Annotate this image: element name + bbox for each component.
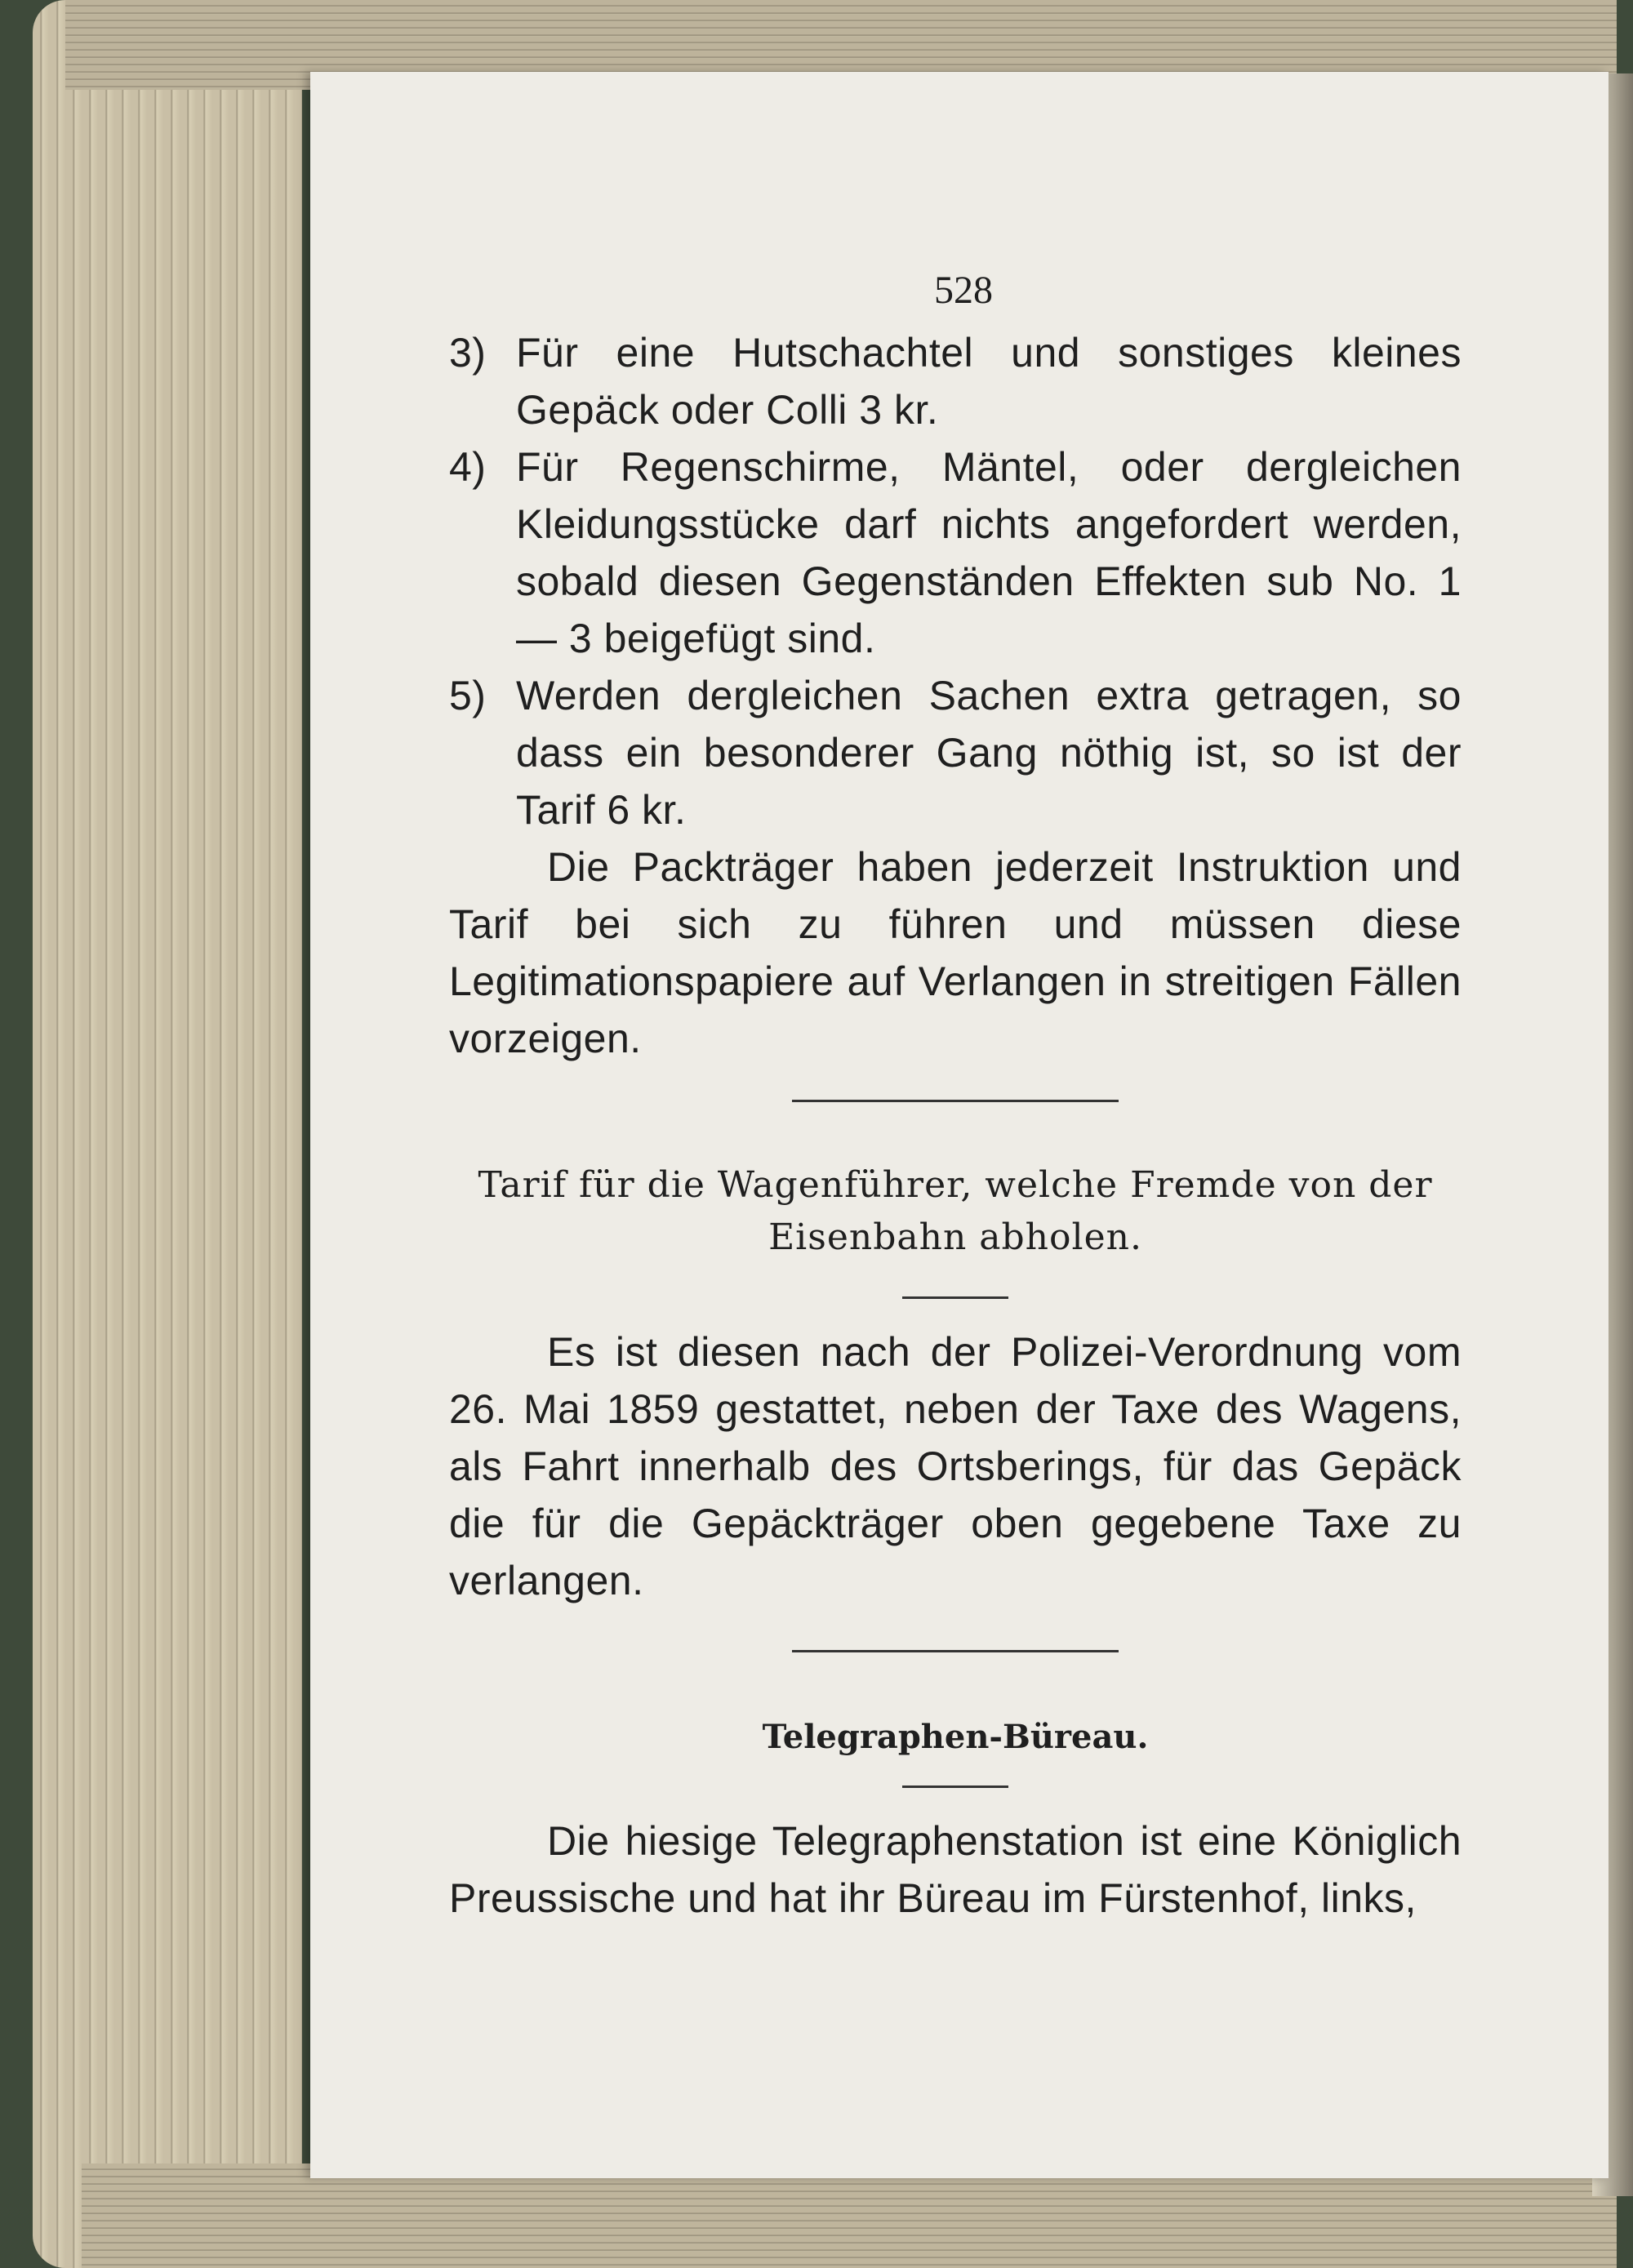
- item-text: Werden dergleichen Sachen extra getragen, so dass ein besonderer Gang nöthig ist, so ist der Tarif 6 kr.: [516, 673, 1462, 833]
- item-text: Für eine Hutschachtel und sonstiges kleines Gepäck oder Colli 3 kr.: [516, 330, 1462, 433]
- tarif-body: [449, 1323, 1462, 1609]
- page-number: 528: [934, 269, 993, 312]
- item-text: Für Regenschirme, Mäntel, oder dergleichen Kleidungsstücke darf nichts angefordert werden, sobald diesen Gegenständen Effekten sub No. 1 — 3 beigefügt sind.: [516, 444, 1462, 661]
- book-page: [310, 72, 1609, 2178]
- list-item: [449, 667, 1462, 838]
- tariff-items: [449, 324, 1462, 1067]
- list-item: [449, 438, 1462, 667]
- item-number: 4): [449, 444, 487, 490]
- heading-telegraph: Telegraphen-Büreau.: [762, 1718, 1149, 1756]
- telegraph-body: [449, 1812, 1462, 1927]
- book-bottom-edge: [82, 2163, 1617, 2268]
- paragraph-tarif: Es ist diesen nach der Polizei-Verordnung vom 26. Mai 1859 gestattet, neben der Taxe des Wagens, als Fahrt innerhalb des Ortsberings, für das Gepäck die für die Gepäckträger oben gegebene Taxe zu verlangen.: [449, 1329, 1462, 1603]
- list-item: [449, 324, 1462, 438]
- paragraph-telegraph: Die hiesige Telegraphenstation ist eine Königlich Preussische und hat ihr Büreau im Fürstenhof, links,: [449, 1818, 1462, 1921]
- item-number: 3): [449, 330, 487, 376]
- item-number: 5): [449, 673, 487, 718]
- book-page-edges: [33, 0, 302, 2268]
- heading-tarif: Tarif für die Wagenführer, welche Fremde von der Eisenbahn abholen.: [478, 1164, 1433, 1258]
- paragraph-packtraeger: Die Packträger haben jederzeit Instruktion und Tarif bei sich zu führen und müssen diese Legitimationspapiere auf Verlangen in streitigen Fällen vorzeigen.: [449, 844, 1462, 1061]
- page-content: [449, 268, 1462, 1927]
